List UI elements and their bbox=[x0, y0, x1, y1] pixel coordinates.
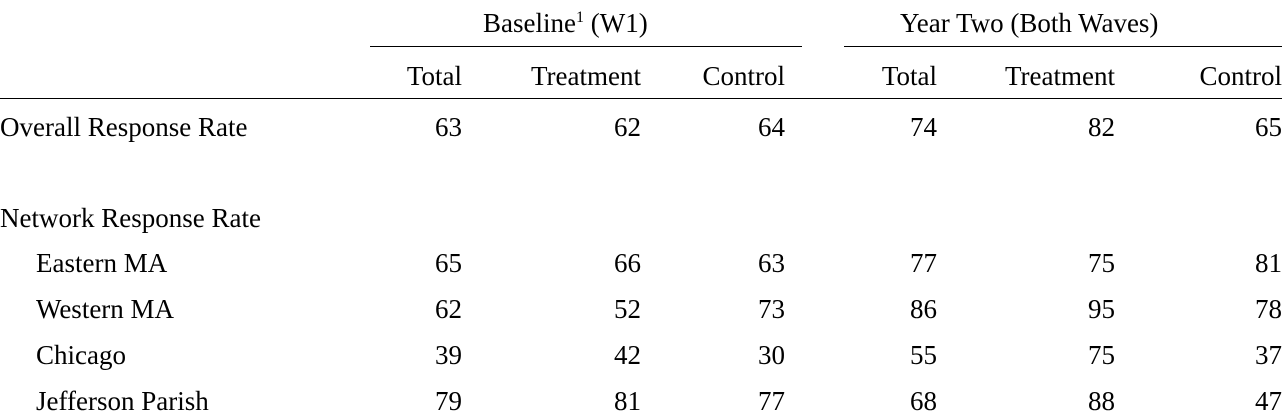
header-bottom-rule bbox=[0, 98, 1282, 99]
cell-year-two-control: 65 bbox=[1255, 112, 1282, 142]
cell-baseline-treatment: 81 bbox=[614, 386, 641, 416]
cell-year-two-total: 68 bbox=[910, 386, 937, 416]
cell-year-two-control: 78 bbox=[1255, 294, 1282, 324]
cell-baseline-total: 62 bbox=[435, 294, 462, 324]
baseline-group-header bbox=[483, 10, 648, 37]
col-header-baseline-control: Control bbox=[702, 61, 785, 91]
col-header-year-two-control: Control bbox=[1199, 61, 1282, 91]
cell-baseline-control: 73 bbox=[758, 294, 785, 324]
cell-baseline-total: 79 bbox=[435, 386, 462, 416]
year-two-group-header: Year Two (Both Waves) bbox=[900, 8, 1159, 38]
cell-year-two-control: 81 bbox=[1255, 248, 1282, 278]
cell-year-two-treatment: 88 bbox=[1088, 386, 1115, 416]
cell-baseline-total: 65 bbox=[435, 248, 462, 278]
baseline-group-rule bbox=[370, 46, 802, 47]
cell-year-two-treatment: 82 bbox=[1088, 112, 1115, 142]
cell-year-two-treatment: 75 bbox=[1088, 340, 1115, 370]
cell-baseline-treatment: 42 bbox=[614, 340, 641, 370]
cell-year-two-treatment: 95 bbox=[1088, 294, 1115, 324]
cell-year-two-control: 47 bbox=[1255, 386, 1282, 416]
row-label: Chicago bbox=[36, 340, 126, 370]
cell-baseline-treatment: 66 bbox=[614, 248, 641, 278]
cell-year-two-control: 37 bbox=[1255, 340, 1282, 370]
cell-baseline-control: 77 bbox=[758, 386, 785, 416]
cell-year-two-total: 55 bbox=[910, 340, 937, 370]
row-label: Western MA bbox=[36, 294, 175, 324]
cell-baseline-control: 30 bbox=[758, 340, 785, 370]
col-header-baseline-treatment: Treatment bbox=[531, 61, 641, 91]
cell-year-two-treatment: 75 bbox=[1088, 248, 1115, 278]
baseline-group-suffix: (W1) bbox=[583, 8, 648, 38]
row-label: Overall Response Rate bbox=[0, 112, 248, 142]
cell-baseline-treatment: 62 bbox=[614, 112, 641, 142]
cell-baseline-total: 63 bbox=[435, 112, 462, 142]
baseline-footnote-marker: 1 bbox=[575, 9, 584, 26]
cell-baseline-treatment: 52 bbox=[614, 294, 641, 324]
cell-year-two-total: 77 bbox=[910, 248, 937, 278]
cell-year-two-total: 86 bbox=[910, 294, 937, 324]
row-label: Jefferson Parish bbox=[36, 386, 209, 416]
cell-year-two-total: 74 bbox=[910, 112, 937, 142]
year-two-group-rule bbox=[844, 46, 1282, 47]
cell-baseline-control: 64 bbox=[758, 112, 785, 142]
cell-baseline-total: 39 bbox=[435, 340, 462, 370]
col-header-year-two-total: Total bbox=[881, 61, 937, 91]
col-header-year-two-treatment: Treatment bbox=[1005, 61, 1115, 91]
cell-baseline-control: 63 bbox=[758, 248, 785, 278]
col-header-baseline-total: Total bbox=[406, 61, 462, 91]
section-header-network: Network Response Rate bbox=[0, 203, 261, 233]
baseline-group-label: Baseline bbox=[483, 8, 576, 38]
row-label: Eastern MA bbox=[36, 248, 168, 278]
